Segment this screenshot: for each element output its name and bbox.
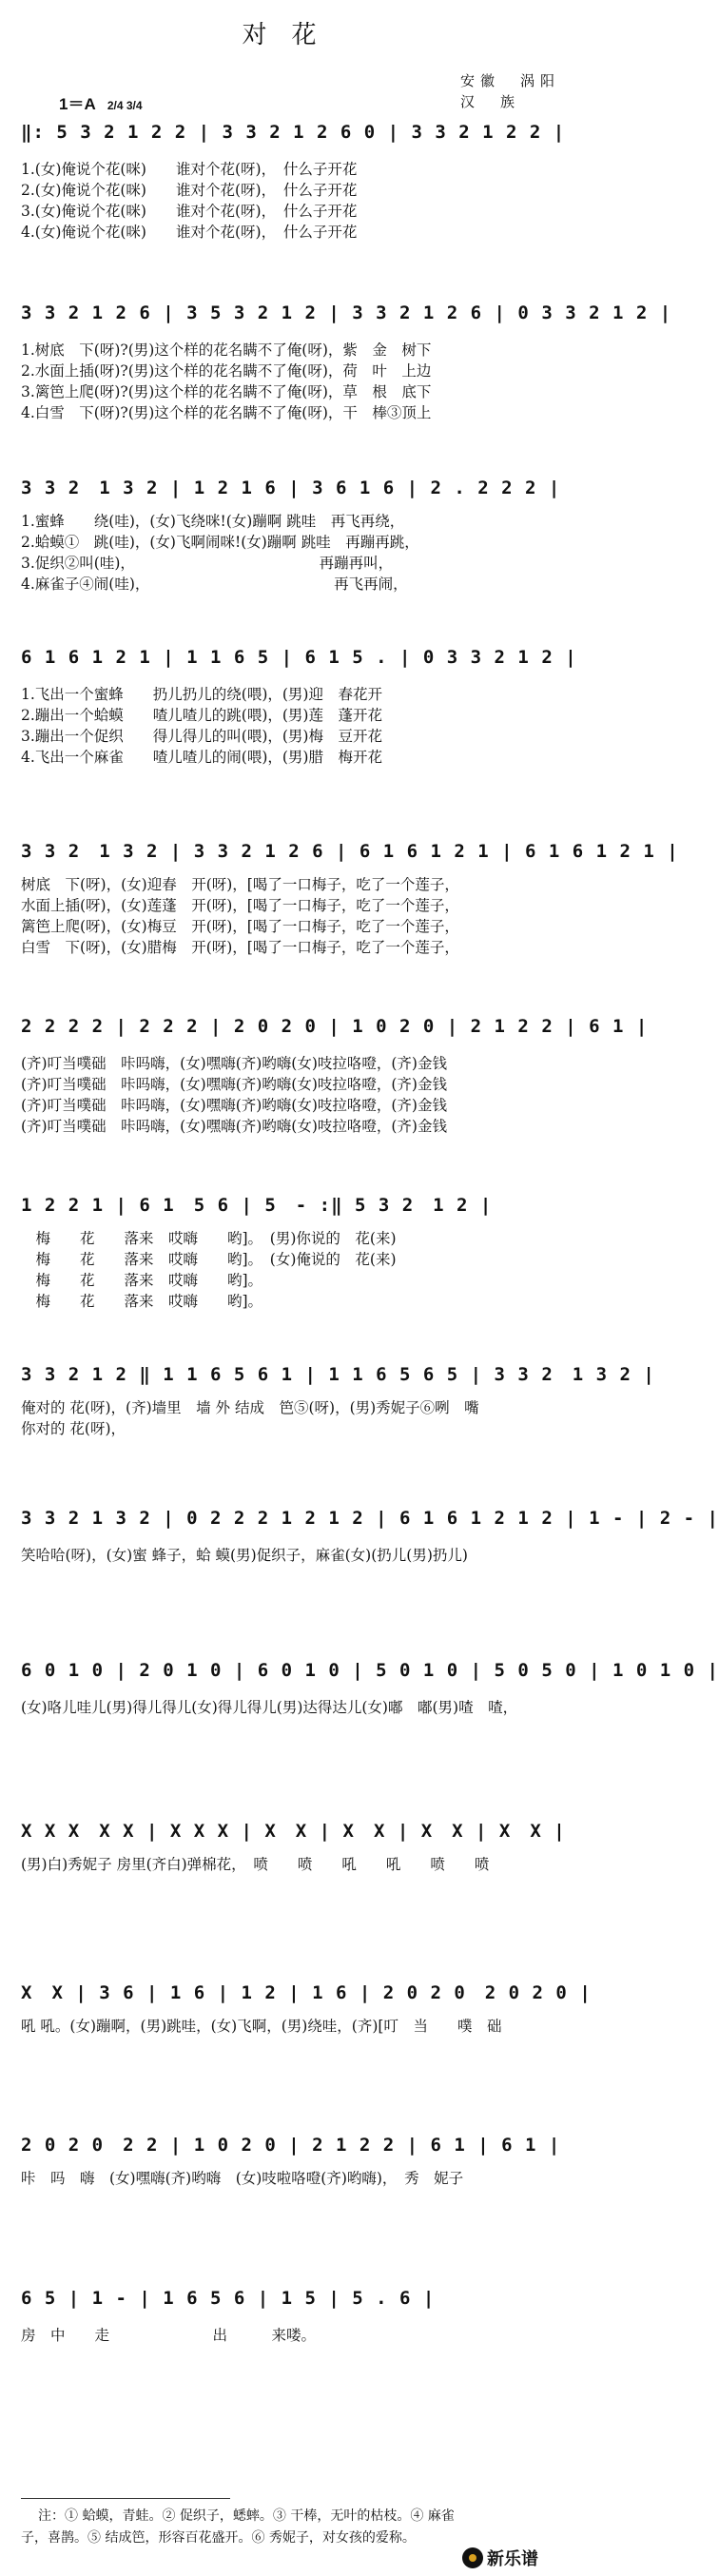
notation-line: 6 0 1 0 | 2 0 1 0 | 6 0 1 0 | 5 0 1 0 | 5 0 5 0 | 1 0 1 0 | xyxy=(21,1660,719,1681)
lyric-line: 咔 吗 嗨 (女)嘿嗨(齐)哟嗨 (女)吱啦咯噔(齐)哟嗨)， 秀 妮子 xyxy=(21,2170,464,2187)
lyric-line: 梅 花 落来 哎嗨 哟]。 (男)你说的 花(来) xyxy=(21,1230,397,1247)
notation-line: 1 2 2 1 | 6 1 5 6 | 5 - :‖ 5 3 2 1 2 | xyxy=(21,1195,493,1216)
notation-line: ‖: 5 3 2 1 2 2 | 3 3 2 1 2 6 0 | 3 3 2 1 2 2 | xyxy=(21,122,566,143)
lyric-line: 1.树底 下(呀)?(男)这个样的花名瞒不了俺(呀)，紫 金 树下 xyxy=(21,342,432,359)
lyric-line: 4.麻雀子④闹(哇)， 再飞再闹， xyxy=(21,576,408,593)
lyric-line: 梅 花 落来 哎嗨 哟]。 xyxy=(21,1293,263,1310)
lyric-line: (女)咯儿哇儿(男)得儿得儿(女)得儿得儿(男)达得达儿(女)嘟 嘟(男)喳 喳， xyxy=(21,1699,518,1716)
notation-line: 3 3 2 1 2 6 | 3 5 3 2 1 2 | 3 3 2 1 2 6 | 0 3 3 2 1 2 | xyxy=(21,302,672,323)
notation-line: 6 5 | 1 - | 1 6 5 6 | 1 5 | 5 . 6 | xyxy=(21,2288,436,2309)
song-title: 对花 xyxy=(242,21,341,49)
lyric-line: 3.蹦出一个促织 得儿得儿的叫(喂)，(男)梅 豆开花 xyxy=(21,728,382,745)
notation-line: 3 3 2 1 3 2 | 0 2 2 2 1 2 1 2 | 6 1 6 1 2 1 2 | 1 - | 2 - | xyxy=(21,1508,719,1529)
lyric-line: 1.(女)俺说个花(咪) 谁对个花(呀)， 什么子开花 xyxy=(21,161,358,178)
lyric-line: 3.(女)俺说个花(咪) 谁对个花(呀)， 什么子开花 xyxy=(21,203,358,220)
origin-label: 安徽 涡阳 xyxy=(460,72,561,89)
watermark-logo: 新乐谱 xyxy=(462,2546,538,2570)
lyric-line: 笑哈哈(呀)，(女)蜜 蜂子，蛤 蟆(男)促织子，麻雀(女)(扔儿(男)扔儿) xyxy=(21,1547,468,1564)
lyric-line: (齐)叮当噗础 咔吗嗨，(女)嘿嗨(齐)哟嗨(女)吱拉咯噔，(齐)金钱 xyxy=(21,1055,447,1072)
lyric-line: (男)白)秀妮子 房里(齐白)弹棉花， 喷 喷 吼 吼 喷 喷 xyxy=(21,1856,490,1873)
lyric-line: 白雪 下(呀)，(女)腊梅 开(呀)，[喝了一口梅子，吃了一个莲子， xyxy=(21,939,459,956)
notation-line: 6 1 6 1 2 1 | 1 1 6 5 | 6 1 5 . | 0 3 3 2 1 2 | xyxy=(21,647,577,668)
lyric-line: 2.蹦出一个蛤蟆 喳儿喳儿的跳(喂)，(男)莲 蓬开花 xyxy=(21,707,382,724)
lyric-line: (齐)叮当噗础 咔吗嗨，(女)嘿嗨(齐)哟嗨(女)吱拉咯噔，(齐)金钱 xyxy=(21,1097,447,1114)
lyric-line: 3.篱笆上爬(呀)?(男)这个样的花名瞒不了俺(呀)，草 根 底下 xyxy=(21,383,432,400)
notation-line: 3 3 2 1 3 2 | 3 3 2 1 2 6 | 6 1 6 1 2 1 | 6 1 6 1 2 1 | xyxy=(21,841,679,862)
notation-line: 2 2 2 2 | 2 2 2 | 2 0 2 0 | 1 0 2 0 | 2 1 2 2 | 6 1 | xyxy=(21,1016,649,1037)
lyric-line: 篱笆上爬(呀)，(女)梅豆 开(呀)，[喝了一口梅子，吃了一个莲子， xyxy=(21,918,459,935)
footnote-line: 子，喜鹊。⑤ 结成笆，形容百花盛开。⑥ 秀妮子，对女孩的爱称。 xyxy=(21,2530,416,2546)
notation-line: 3 3 2 1 2 ‖ 1 1 6 5 6 1 | 1 1 6 5 6 5 | 3 3 2 1 3 2 | xyxy=(21,1364,655,1385)
lyric-line: 1.飞出一个蜜蜂 扔儿扔儿的绕(喂)，(男)迎 春花开 xyxy=(21,686,382,703)
footnote-line: 注：① 蛤蟆，青蛙。② 促织子，蟋蟀。③ 干棒，无叶的枯枝。④ 麻雀 xyxy=(38,2508,455,2524)
lyric-line: 4.飞出一个麻雀 喳儿喳儿的闹(喂)，(男)腊 梅开花 xyxy=(21,749,382,766)
lyric-line: 4.(女)俺说个花(咪) 谁对个花(呀)， 什么子开花 xyxy=(21,224,358,241)
lyric-line: 2.蛤蟆① 跳(哇)，(女)飞啊闹咪!(女)蹦啊 跳哇 再蹦再跳， xyxy=(21,534,419,551)
lyric-line: 俺对的 花(呀)，(齐)墙里 墙 外 结成 笆⑤(呀)，(男)秀妮子⑥咧 嘴 xyxy=(21,1399,479,1416)
lyric-line: 房 中 走 出 来喽。 xyxy=(21,2327,317,2344)
lyric-line: (齐)叮当噗础 咔吗嗨，(女)嘿嗨(齐)哟嗨(女)吱拉咯噔，(齐)金钱 xyxy=(21,1118,447,1135)
time-signature: 2/4 3/4 xyxy=(107,99,143,112)
lyric-line: 2.(女)俺说个花(咪) 谁对个花(呀)， 什么子开花 xyxy=(21,182,358,199)
notes-divider xyxy=(21,2498,230,2499)
notation-line: 3 3 2 1 3 2 | 1 2 1 6 | 3 6 1 6 | 2 . 2 2 2 | xyxy=(21,478,561,498)
lyric-line: 梅 花 落来 哎嗨 哟]。 (女)俺说的 花(来) xyxy=(21,1251,397,1268)
lyric-line: 2.水面上插(呀)?(男)这个样的花名瞒不了俺(呀)，荷 叶 上边 xyxy=(21,362,432,380)
lyric-line: 吼 吼。(女)蹦啊，(男)跳哇，(女)飞啊，(男)绕哇，(齐)[叮 当 噗 础 xyxy=(21,2018,502,2035)
lyric-line: 3.促织②叫(哇)， 再蹦再叫， xyxy=(21,555,394,572)
key-signature: 1＝A 2/4 3/4 xyxy=(59,95,143,113)
lyric-line: 你对的 花(呀)， xyxy=(21,1420,126,1437)
lyric-line: 树底 下(呀)，(女)迎春 开(呀)，[喝了一口梅子，吃了一个莲子， xyxy=(21,876,459,893)
notation-line: 2 0 2 0 2 2 | 1 0 2 0 | 2 1 2 2 | 6 1 | 6 1 | xyxy=(21,2135,561,2156)
ethnicity-label: 汉 族 xyxy=(460,93,521,110)
lyric-line: 梅 花 落来 哎嗨 哟]。 xyxy=(21,1272,263,1289)
lyric-line: 水面上插(呀)，(女)莲蓬 开(呀)，[喝了一口梅子，吃了一个莲子， xyxy=(21,897,459,914)
lyric-line: 4.白雪 下(呀)?(男)这个样的花名瞒不了俺(呀)，干 棒③顶上 xyxy=(21,404,432,421)
notation-line: X X | 3 6 | 1 6 | 1 2 | 1 6 | 2 0 2 0 2 0 2 0 | xyxy=(21,1982,592,2003)
lyric-line: (齐)叮当噗础 咔吗嗨，(女)嘿嗨(齐)哟嗨(女)吱拉咯噔，(齐)金钱 xyxy=(21,1076,447,1093)
music-disc-icon xyxy=(462,2547,483,2568)
lyric-line: 1.蜜蜂 绕(哇)，(女)飞绕咪!(女)蹦啊 跳哇 再飞再绕， xyxy=(21,513,405,530)
notation-line: X X X X X | X X X | X X | X X | X X | X X | xyxy=(21,1821,566,1842)
